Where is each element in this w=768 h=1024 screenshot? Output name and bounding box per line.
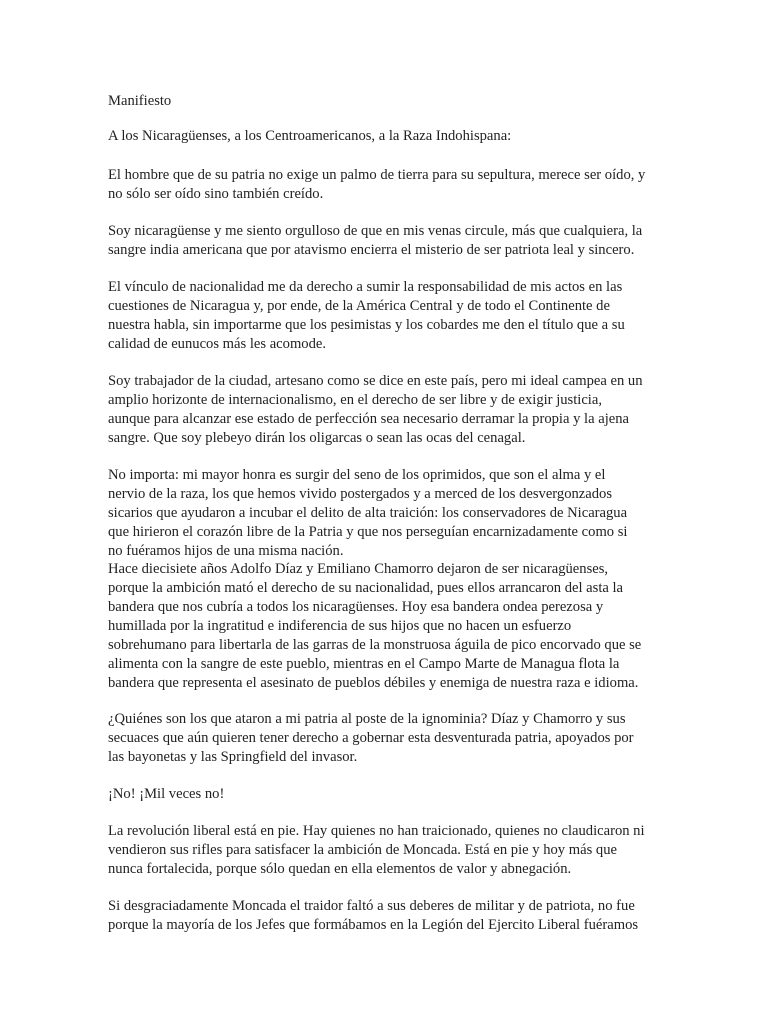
- paragraph-5-line-3: sicarios que ayudaron a incubar el delito de alta traición: los conservadores de Nicaragua: [108, 505, 628, 521]
- paragraph-3-line-4: calidad de eunucos más les acomode.: [108, 336, 327, 352]
- paragraph-5-line-12: bandera que representa el asesinato de pueblos débiles y enemiga de nuestra raza e idioma.: [108, 675, 639, 691]
- paragraph-9-line-2: porque la mayoría de los Jefes que formábamos en la Legión del Ejercito Liberal fuéramos: [108, 917, 639, 933]
- paragraph-3-line-3: nuestra habla, sin importarme que los pesimistas y los cobardes me den el título que a su: [108, 317, 625, 333]
- paragraph-8-line-3: nunca fortalecida, porque sólo quedan en ella elementos de valor y abnegación.: [108, 861, 572, 877]
- paragraph-5-line-11: alimenta con la sangre de este pueblo, mientras en el Campo Marte de Managua flota la: [108, 656, 620, 672]
- paragraph-3-line-1: El vínculo de nacionalidad me da derecho a sumir la responsabilidad de mis actos en las: [108, 279, 623, 295]
- paragraph-1-line-1: El hombre que de su patria no exige un palmo de tierra para su sepultura, merece ser oído, y: [108, 167, 646, 183]
- document-salutation: A los Nicaragüenses, a los Centroamericanos, a la Raza Indohispana:: [108, 128, 512, 144]
- paragraph-6-line-2: secuaces que aún quieren tener derecho a gobernar esta desventurada patria, apoyados por: [108, 730, 634, 746]
- paragraph-9-line-1: Si desgraciadamente Moncada el traidor faltó a sus deberes de militar y de patriota, no fue: [108, 898, 635, 914]
- paragraph-5-line-10: sobrehumano para libertarla de las garras de la monstruosa águila de pico encorvado que se: [108, 637, 642, 653]
- paragraph-5-line-8: bandera que nos cubría a todos los nicaragüenses. Hoy esa bandera ondea perezosa y: [108, 599, 604, 615]
- paragraph-5-line-2: nervio de la raza, los que hemos vivido postergados y a merced de los desvergonzados: [108, 486, 613, 502]
- paragraph-5-line-1: No importa: mi mayor honra es surgir del seno de los oprimidos, que son el alma y el: [108, 467, 606, 483]
- paragraph-4-line-2: amplio horizonte de internacionalismo, en el derecho de ser libre y de exigir justicia,: [108, 392, 602, 408]
- paragraph-8-line-2: vendieron sus rifles para satisfacer la ambición de Moncada. Está en pie y hoy más que: [108, 842, 617, 858]
- paragraph-4-line-3: aunque para alcanzar ese estado de perfección sea necesario derramar la propia y la ajena: [108, 411, 630, 427]
- paragraph-5-line-6: Hace diecisiete años Adolfo Díaz y Emiliano Chamorro dejaron de ser nicaragüenses,: [108, 561, 609, 577]
- paragraph-5-line-9: humillada por la ingratitud e indiferencia de sus hijos que no hacen un esfuerzo: [108, 618, 572, 634]
- document-title: Manifiesto: [108, 93, 172, 109]
- paragraph-3-line-2: cuestiones de Nicaragua y, por ende, de la América Central y de todo el Continente de: [108, 298, 610, 314]
- paragraph-1-line-2: no sólo ser oído sino también creído.: [108, 186, 324, 202]
- paragraph-8-line-1: La revolución liberal está en pie. Hay quienes no han traicionado, quienes no claudicaron ni: [108, 823, 645, 839]
- paragraph-6-line-3: las bayonetas y las Springfield del invasor.: [108, 749, 358, 765]
- paragraph-5-line-5: no fuéramos hijos de una misma nación.: [108, 543, 344, 559]
- paragraph-2-line-1: Soy nicaragüense y me siento orgulloso de que en mis venas circule, más que cualquiera, la: [108, 223, 643, 239]
- paragraph-5-line-4: que hirieron el corazón libre de la Patria y que nos perseguían encarnizadamente como si: [108, 524, 628, 540]
- paragraph-4-line-4: sangre. Que soy plebeyo dirán los oligarcas o sean las ocas del cenagal.: [108, 430, 526, 446]
- paragraph-4-line-1: Soy trabajador de la ciudad, artesano como se dice en este país, pero mi ideal campea en un: [108, 373, 643, 389]
- paragraph-7-line-1: ¡No! ¡Mil veces no!: [108, 786, 225, 802]
- paragraph-6-line-1: ¿Quiénes son los que ataron a mi patria al poste de la ignominia? Díaz y Chamorro y sus: [108, 711, 626, 727]
- paragraph-5-line-7: porque la ambición mató el derecho de su nacionalidad, pues ellos arrancaron del asta la: [108, 580, 624, 596]
- paragraph-2-line-2: sangre india americana que por atavismo encierra el misterio de ser patriota leal y sincero.: [108, 242, 635, 258]
